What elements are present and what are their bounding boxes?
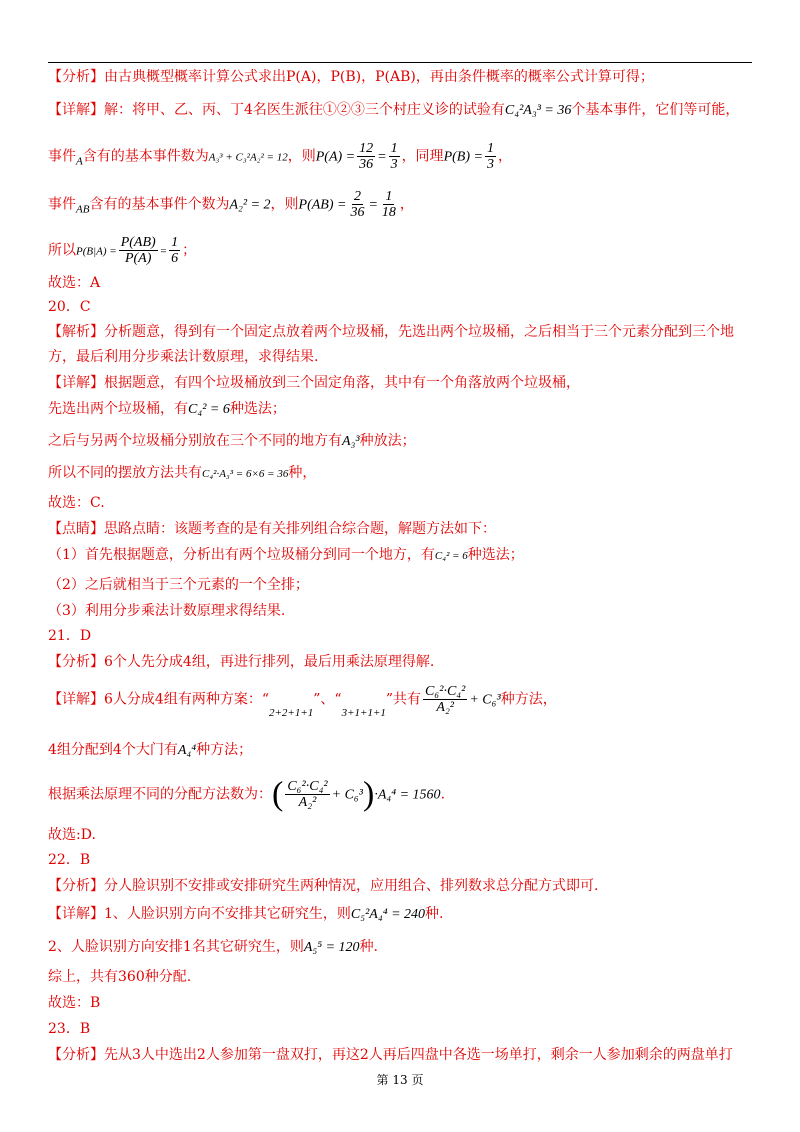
header-rule [48,62,752,63]
text-segment: 分人脸识别不安排或安排研究生两种情况，应用组合、排列数求总分配方式即可. [104,878,599,894]
analysis-line [48,877,598,895]
text-line [48,464,316,483]
math-expression: C₄² = 6 [434,550,468,562]
tag-label: 【分析】 [48,69,104,85]
text-segment: . [440,786,446,803]
text-segment: 种选法； [467,547,524,563]
detail-line [48,374,580,392]
tag-label: 【详解】 [48,375,104,391]
text-segment: 6个人先分成4组，再进行排列，最后用乘法原理得解. [104,654,435,670]
tag-label: 【分析】 [48,878,104,894]
math-expression: A₃³ + C₃²A₂² = 12 [208,151,288,164]
page-number: 第 13 页 [376,1073,424,1087]
math-expression: A [76,155,83,168]
math-expression: P(A) = [315,149,356,165]
math-expression: = [159,245,168,258]
text-segment: ”、“ [313,691,342,708]
text-segment: 之后与另两个垃圾桶分别放在三个不同的地方有 [48,433,342,449]
fraction: $\frac{\text{C₆²·C₄²}}{\text{A₂²}}$ [425,684,466,715]
text-segment: 根据乘法原理不同的分配方法数为： [48,786,272,803]
conclusion-line [48,235,196,266]
text-segment: 所以 [48,242,76,259]
math-expression: ( [272,775,284,813]
tag-label: 【详解】 [48,102,104,118]
math-expression: C₄²·A₃³ = 6×6 = 36 [202,468,289,480]
tag-label: 【解析】 [48,324,104,340]
fraction: $\frac{1}{6}$ [171,235,179,266]
math-expression: A₅⁵ = 120 [303,940,360,955]
question-number: 20．C [48,299,91,315]
text-segment: 4组分配到4个大门有 [48,742,178,758]
text-segment: 种， [288,465,317,481]
text-line: （3）利用分步乘法计数原理求得结果. [48,603,286,619]
math-expression: + C₆³ [469,692,501,708]
math-expression: P(AB) = [298,197,347,213]
text-line [48,432,416,451]
text-line: 方，最后利用分步乘法计数原理，求得结果. [48,349,319,365]
answer-line: 故选:D. [48,827,96,843]
text-segment: ，则 [270,196,299,213]
tag-label: 【分析】 [48,1047,104,1063]
event-a-line [48,141,512,172]
text-segment: 种方法， [500,691,557,708]
fraction: $\frac{2}{36}$ [350,189,365,220]
text-segment: 根据题意，有四个垃圾桶放到三个固定角落，其中有一个角落放两个垃圾桶， [104,375,580,391]
analysis-line [48,653,434,671]
text-segment: 含有的基本事件数为 [82,148,209,165]
text-segment: ； [182,242,197,259]
text-segment: 由古典概型概率计算公式求出P(A)，P(B)，P(AB)，再由条件概率的概率公式计算可得； [104,69,654,85]
math-expression: A₄⁴ [177,743,197,758]
text-segment: 解：将甲、乙、丙、丁4名医生派往①②③三个村庄义诊的试验有 [104,102,505,118]
text-segment: 种方法； [196,742,253,758]
text-segment: ，同理 [401,148,444,165]
math-expression: 2+2+1+1 [268,706,314,719]
text-segment: 先从3人中选出2人参加第一盘双打，再这2人再后四盘中各选一场单打，剩余一人参加剩余的两盘单打 [104,1047,733,1063]
text-segment: 含有的基本事件个数为 [89,196,230,213]
formula-line [48,775,446,813]
text-segment: 1、人脸识别方向不安排其它研究生，则 [104,906,351,922]
text-line [48,741,252,760]
text-segment: 所以不同的摆放方法共有 [48,465,202,481]
fraction: $\frac{12}{36}$ [359,141,374,172]
text-line [48,400,286,419]
text-segment: 分析题意，得到有一个固定点放着两个垃圾桶，先选出两个垃圾桶，之后相当于三个元素分配到三个地 [104,324,734,340]
text-segment: 6人分成4组有两种方案：“ [104,691,269,708]
text-line [48,938,378,957]
tag-label: 【详解】 [48,691,104,708]
math-expression: A₂² = 2 [229,197,271,213]
math-expression: C₅²A₄⁴ = 240 [350,907,426,922]
answer-line: 故选：B [48,995,101,1011]
math-expression: = [377,149,387,165]
answer-line: 故选：C. [48,495,105,511]
text-segment: ，则 [287,148,316,165]
math-expression: 3+1+1+1 [341,706,386,719]
question-number: 23．B [48,1021,91,1037]
text-segment: 先选出两个垃圾桶，有 [48,401,188,417]
text-segment: 种. [359,939,379,955]
math-expression: = [368,197,378,213]
text-segment: 思路点睛：该题考查的是有关排列组合综合题，解题方法如下： [104,521,496,537]
summary-line [48,520,496,538]
math-expression: C₄²A₃³ = 36 [504,103,572,118]
math-expression: AB [76,203,90,216]
text-segment: 种放法； [359,433,416,449]
math-expression: + C₆³ [331,787,363,803]
text-segment: ， [399,196,414,213]
math-expression: C₄² = 6 [188,402,230,417]
text-segment: 2、人脸识别方向安排1名其它研究生，则 [48,939,304,955]
math-expression: P(B) = [443,149,483,165]
text-segment: 事件 [48,148,76,165]
explanation-line [48,323,734,341]
detail-line [48,101,739,120]
analysis-line [48,68,654,86]
math-expression: A₃³ [342,434,360,449]
detail-line [48,684,557,719]
answer-line: 故选：A [48,275,101,291]
fraction: $\frac{1}{18}$ [381,189,396,220]
fraction: $\frac{P(AB)}{P(A)}$ [120,235,156,266]
fraction: $\frac{\text{C₆²·C₄²}}{\text{A₂²}}$ [287,779,328,810]
detail-line [48,905,444,924]
text-line: 综上，共有360种分配. [48,969,192,985]
text-segment: 事件 [48,196,76,213]
text-segment: （1）首先根据题意，分析出有两个垃圾桶分到同一个地方，有 [48,547,435,563]
tag-label: 【分析】 [48,654,104,670]
math-expression: ·A₄⁴ = 1560 [374,787,441,803]
tag-label: 【详解】 [48,906,104,922]
text-segment: ”共有 [385,691,422,708]
math-expression: P(B|A) = [76,245,117,258]
question-number: 21．D [48,628,92,644]
event-ab-line [48,189,414,220]
math-expression: ) [363,775,375,813]
tag-label: 【点睛】 [48,521,104,537]
fraction: $\frac{1}{3}$ [390,141,398,172]
text-segment: 种. [425,906,444,922]
question-number: 22．B [48,852,91,868]
text-line: （2）之后就相当于三个元素的一个全排； [48,577,309,593]
text-segment: 个基本事件，它们等可能， [571,102,740,118]
analysis-line [48,1046,733,1064]
text-segment: ， [497,148,512,165]
fraction: $\frac{1}{3}$ [486,141,494,172]
text-segment: 种选法； [229,401,286,417]
text-line [48,546,524,565]
